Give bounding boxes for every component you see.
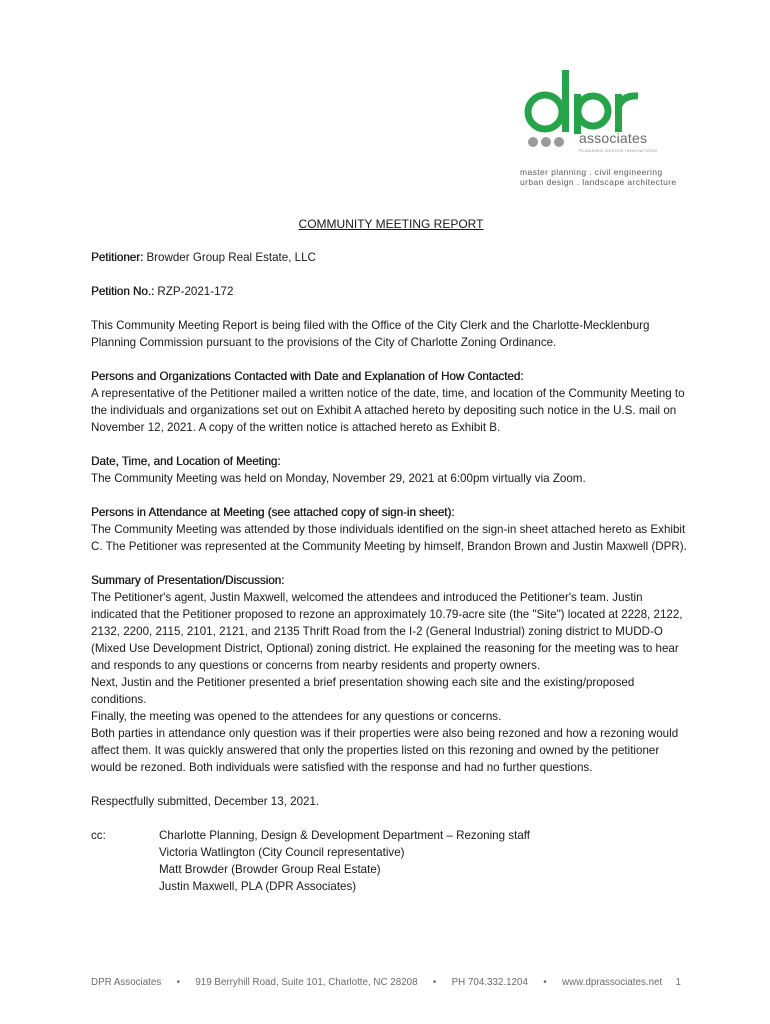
report-body [91,216,691,895]
cc-label: cc: [91,829,106,842]
section-contacted [91,368,691,436]
footer-phone: PH 704.332.1204 [451,977,528,988]
report-title: COMMUNITY MEETING REPORT [298,217,484,231]
logo-tiny-text: PLANNING DESIGN INNOVATIONS [579,148,658,153]
cc-item: Matt Browder (Browder Group Real Estate) [159,863,381,876]
petitioner-line [91,249,691,266]
footer-bullet: • [176,977,181,988]
section-date-time [91,453,691,487]
dpr-logo [520,66,677,190]
section-heading: Date, Time, and Location of Meeting: [91,455,281,468]
petition-number-label: Petition No.: [91,285,155,298]
logo-tagline-2: urban design . landscape architecture [520,177,677,187]
section-text: A representative of the Petitioner mailed a written notice of the date, time, and location of the Community Meeting to the individuals and organizations set out on Exhibit A attached hereto by depositing such notice in the U.S. mail on November 12, 2021. A copy of the written notice is attached hereto as Exhibit B. [91,387,685,434]
section-text: Both parties in attendance only question was if their properties were also being rezoned and how a rezoning would affect them. It was quickly answered that only the properties listed on this rezoning and owned by the petitioner would be rezoned. Both individuals were satisfied with the response and had no further questions. [91,727,679,774]
section-text: Next, Justin and the Petitioner presented a brief presentation showing each site and the existing/proposed conditions. [91,676,635,706]
cc-item: Victoria Watlington (City Council representative) [159,846,405,859]
cc-list [159,827,530,895]
logo-tagline-1: master planning . civil engineering [520,167,663,177]
dpr-letters-mark [520,66,660,134]
footer-website: www.dprassociates.net [562,977,663,988]
cc-item: Justin Maxwell, PLA (DPR Associates) [159,880,357,893]
section-text: The Community Meeting was held on Monday, November 29, 2021 at 6:00pm virtually via Zoom. [91,472,586,485]
petitioner-value: Browder Group Real Estate, LLC [146,251,316,264]
section-text: The Petitioner's agent, Justin Maxwell, welcomed the attendees and introduced the Petitioner's team. Justin indicated that the Petitioner proposed to rezone an approximately 10.79-acre site (the "Site") located at 2228, 2122, 2132, 2200, 2115, 2101, 2121, and 2135 Thrift Road from the I-2 (General Industrial) zoning district to MUDD-O (Mixed Use Development District, Optional) zoning district. He explained the reasoning for the meeting was to hear and responds to any questions or concerns from nearby residents and property owners. [91,591,683,672]
section-heading: Summary of Presentation/Discussion: [91,574,285,587]
cc-item: Charlotte Planning, Design & Development Department – Rezoning staff [159,829,530,842]
footer-bullet: • [432,977,437,988]
footer-bullet: • [543,977,547,988]
section-text: The Community Meeting was attended by those individuals identified on the sign-in sheet attached hereto as Exhibit C. The Petitioner was represented at the Community Meeting by himself, Brandon Brown and Justin Maxwell (DPR). [91,523,687,553]
logo-associates-text: associates [579,130,648,146]
petition-number-line [91,283,691,300]
page-footer [91,977,681,988]
footer-page-number: 1 [675,977,681,988]
section-summary [91,572,691,776]
section-heading: Persons and Organizations Contacted with Date and Explanation of How Contacted: [91,370,524,383]
cc-block [91,827,691,895]
footer-company: DPR Associates [91,977,162,988]
petitioner-label: Petitioner: [91,251,144,264]
intro-paragraph: This Community Meeting Report is being filed with the Office of the City Clerk and the Charlotte-Mecklenburg Planning Commission pursuant to the provisions of the City of Charlotte Zoning Ordinance. [91,319,650,349]
section-text: Finally, the meeting was opened to the attendees for any questions or concerns. [91,710,502,723]
petition-number-value: RZP-2021-172 [157,285,234,298]
section-attendance [91,504,691,555]
footer-address: 919 Berryhill Road, Suite 101, Charlotte, NC 28208 [195,977,418,988]
logo-dots-icon [527,136,577,148]
closing-line: Respectfully submitted, December 13, 2021. [91,795,320,808]
section-heading: Persons in Attendance at Meeting (see attached copy of sign-in sheet): [91,506,455,519]
